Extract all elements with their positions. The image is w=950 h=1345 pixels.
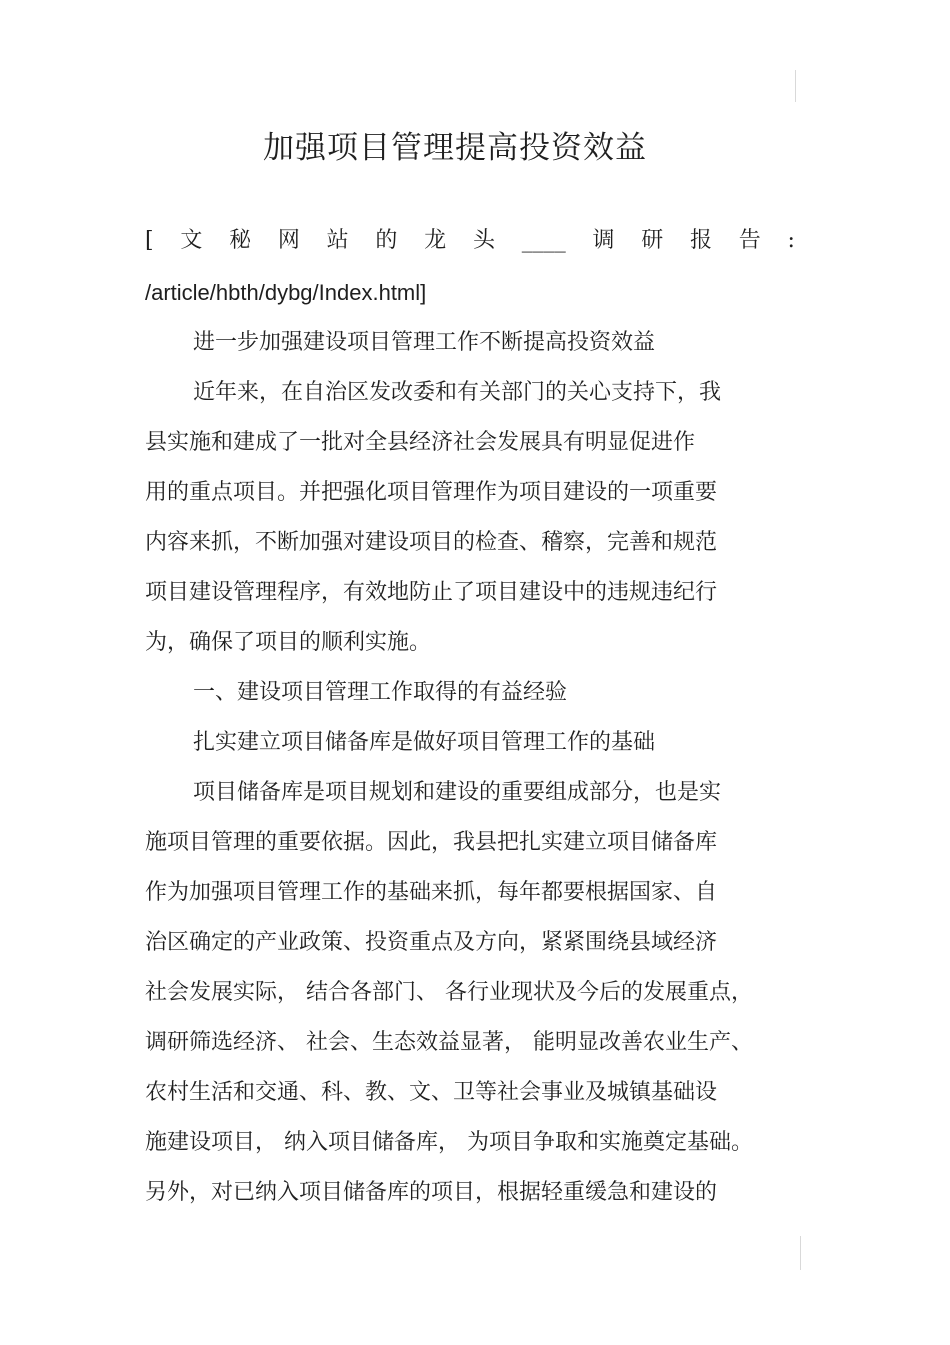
source-char: [ (145, 228, 154, 253)
body-line: 施项目管理的重要依据。因此，我县把扎实建立项目储备库 (145, 830, 718, 855)
page-edge-mark-top (795, 70, 796, 102)
body-line: 另外，对已纳入项目储备库的项目，根据轻重缓急和建设的 (145, 1180, 718, 1205)
body-line: 内容来抓，不断加强对建设项目的检查、稽察，完善和规范 (145, 530, 718, 555)
body-line: 近年来，在自治区发改委和有关部门的关心支持下，我 (193, 380, 722, 405)
document-title: 加强项目管理提高投资效益 (263, 130, 647, 166)
body-line: 为，确保了项目的顺利实施。 (145, 630, 432, 655)
body-line: 调研筛选经济、 社会、生态效益显著， 能明显改善农业生产、 (145, 1030, 753, 1055)
paragraph-heading: 进一步加强建设项目管理工作不断提高投资效益 (193, 330, 656, 355)
body-line: 作为加强项目管理工作的基础来抓，每年都要根据国家、自 (145, 880, 718, 905)
body-line: 治区确定的产业政策、投资重点及方向，紧紧围绕县域经济 (145, 930, 718, 955)
source-char: 头 (472, 228, 495, 253)
body-line: 项目建设管理程序，有效地防止了项目建设中的违规违纪行 (145, 580, 718, 605)
source-line (145, 226, 795, 256)
source-char: 报 (689, 228, 712, 253)
source-char: ____ (521, 228, 566, 253)
body-line: 项目储备库是项目规划和建设的重要组成部分，也是实 (193, 780, 722, 805)
body-line: 社会发展实际， 结合各部门、 各行业现状及今后的发展重点， (145, 980, 753, 1005)
source-char: 的 (375, 228, 398, 253)
source-char: : (787, 228, 795, 253)
body-line: 农村生活和交通、科、教、文、卫等社会事业及城镇基础设 (145, 1080, 718, 1105)
section-heading: 一、建设项目管理工作取得的有益经验 (193, 680, 568, 705)
source-char: 文 (180, 228, 203, 253)
page-edge-mark-bottom (800, 1236, 801, 1270)
body-line: 县实施和建成了一批对全县经济社会发展具有明显促进作 (145, 430, 696, 455)
body-line: 施建设项目， 纳入项目储备库， 为项目争取和实施奠定基础。 (145, 1130, 753, 1155)
source-char: 告 (738, 228, 761, 253)
source-char: 龙 (424, 228, 447, 253)
source-url: /article/hbth/dybg/Index.html] (145, 280, 427, 305)
subsection-heading: 扎实建立项目储备库是做好项目管理工作的基础 (193, 730, 656, 755)
source-char: 研 (641, 228, 664, 253)
source-char: 秘 (229, 228, 252, 253)
source-char: 网 (277, 228, 300, 253)
source-char: 调 (592, 228, 615, 253)
source-char: 站 (326, 228, 349, 253)
body-line: 用的重点项目。并把强化项目管理作为项目建设的一项重要 (145, 480, 718, 505)
